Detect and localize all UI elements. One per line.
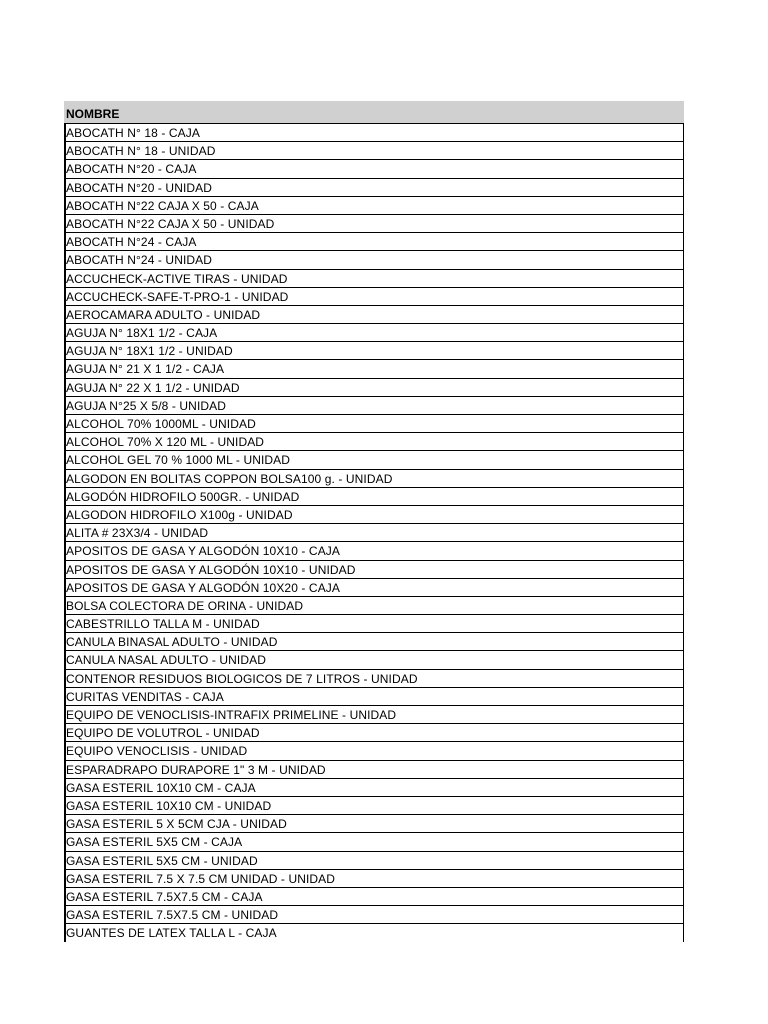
table-body bbox=[64, 124, 684, 942]
table-row: GASA ESTERIL 5 X 5CM CJA - UNIDAD bbox=[66, 815, 683, 833]
table-row: GASA ESTERIL 5X5 CM - CAJA bbox=[66, 833, 683, 851]
table-row: ACCUCHECK-ACTIVE TIRAS - UNIDAD bbox=[66, 270, 683, 288]
table-row: ESPARADRAPO DURAPORE 1" 3 M - UNIDAD bbox=[66, 761, 683, 779]
table-row: ALGODON HIDROFILO X100g - UNIDAD bbox=[66, 506, 683, 524]
table-row: ABOCATH N°20 - CAJA bbox=[66, 160, 683, 178]
table-row: EQUIPO DE VENOCLISIS-INTRAFIX PRIMELINE - UNIDAD bbox=[66, 706, 683, 724]
table-row: ABOCATH N°24 - CAJA bbox=[66, 233, 683, 251]
table-row: AGUJA N° 22 X 1 1/2 - UNIDAD bbox=[66, 379, 683, 397]
table-row: ABOCATH N°22 CAJA X 50 - UNIDAD bbox=[66, 215, 683, 233]
table-row: GASA ESTERIL 7.5X7.5 CM - CAJA bbox=[66, 888, 683, 906]
table-row: AGUJA N° 18X1 1/2 - UNIDAD bbox=[66, 342, 683, 360]
table-row: GASA ESTERIL 7.5 X 7.5 CM UNIDAD - UNIDAD bbox=[66, 870, 683, 888]
table-row: GASA ESTERIL 10X10 CM - CAJA bbox=[66, 779, 683, 797]
spreadsheet-table bbox=[64, 101, 684, 942]
table-row: GASA ESTERIL 10X10 CM - UNIDAD bbox=[66, 797, 683, 815]
table-row: AGUJA N°25 X 5/8 - UNIDAD bbox=[66, 397, 683, 415]
table-row: GASA ESTERIL 5X5 CM - UNIDAD bbox=[66, 852, 683, 870]
table-row: APOSITOS DE GASA Y ALGODÓN 10X10 - UNIDAD bbox=[66, 561, 683, 579]
table-row: AGUJA N° 18X1 1/2 - CAJA bbox=[66, 324, 683, 342]
table-row: ABOCATH N° 18 - CAJA bbox=[66, 124, 683, 142]
table-row: GUANTES DE LATEX TALLA L - CAJA bbox=[66, 926, 277, 941]
table-row: GASA ESTERIL 7.5X7.5 CM - UNIDAD bbox=[66, 906, 683, 924]
table-row: CABESTRILLO TALLA M - UNIDAD bbox=[66, 615, 683, 633]
table-row: BOLSA COLECTORA DE ORINA - UNIDAD bbox=[66, 597, 683, 615]
table-row: ABOCATH N°20 - UNIDAD bbox=[66, 179, 683, 197]
table-row: ACCUCHECK-SAFE-T-PRO-1 - UNIDAD bbox=[66, 288, 683, 306]
table-row: CANULA NASAL ADULTO - UNIDAD bbox=[66, 651, 683, 669]
table-row: ALITA # 23X3/4 - UNIDAD bbox=[66, 524, 683, 542]
table-row: ABOCATH N°24 - UNIDAD bbox=[66, 251, 683, 269]
table-row: ALCOHOL GEL 70 % 1000 ML - UNIDAD bbox=[66, 451, 683, 469]
table-row: CANULA BINASAL ADULTO - UNIDAD bbox=[66, 633, 683, 651]
table-row: EQUIPO DE VOLUTROL - UNIDAD bbox=[66, 724, 683, 742]
table-row: ALGODÓN HIDROFILO 500GR. - UNIDAD bbox=[66, 488, 683, 506]
table-row: ABOCATH N°22 CAJA X 50 - CAJA bbox=[66, 197, 683, 215]
column-header-nombre: NOMBRE bbox=[64, 101, 684, 124]
table-row: EQUIPO VENOCLISIS - UNIDAD bbox=[66, 742, 683, 760]
table-row: AEROCAMARA ADULTO - UNIDAD bbox=[66, 306, 683, 324]
table-row: ALCOHOL 70% X 120 ML - UNIDAD bbox=[66, 433, 683, 451]
table-row: CONTENOR RESIDUOS BIOLOGICOS DE 7 LITROS - UNIDAD bbox=[66, 670, 683, 688]
table-row: ABOCATH N° 18 - UNIDAD bbox=[66, 142, 683, 160]
table-row: AGUJA N° 21 X 1 1/2 - CAJA bbox=[66, 360, 683, 378]
table-row: ALGODON EN BOLITAS COPPON BOLSA100 g. - UNIDAD bbox=[66, 470, 683, 488]
table-row: ALCOHOL 70% 1000ML - UNIDAD bbox=[66, 415, 683, 433]
table-row: APOSITOS DE GASA Y ALGODÓN 10X10 - CAJA bbox=[66, 542, 683, 560]
table-row: CURITAS VENDITAS - CAJA bbox=[66, 688, 683, 706]
table-row: APOSITOS DE GASA Y ALGODÓN 10X20 - CAJA bbox=[66, 579, 683, 597]
